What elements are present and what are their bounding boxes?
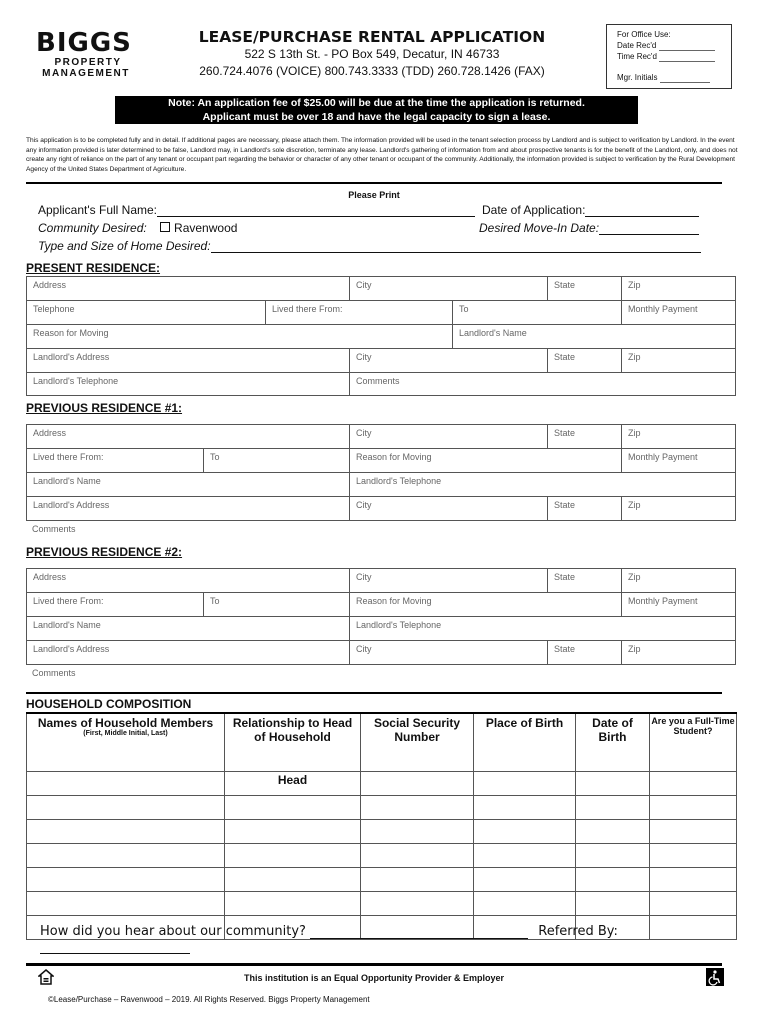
- prev1-monthly-payment[interactable]: Monthly Payment: [621, 449, 735, 472]
- present-landlord-name[interactable]: Landlord's Name: [452, 325, 735, 348]
- birthplace-cell[interactable]: [474, 843, 576, 867]
- prev2-landlord-address[interactable]: Landlord's Address: [33, 644, 110, 654]
- checkbox-icon[interactable]: [160, 222, 170, 232]
- member-name-cell[interactable]: [27, 867, 225, 891]
- fee-note-line1: Note: An application fee of $25.00 will be due at the time the application is returned.: [168, 97, 585, 109]
- logo-line1: PROPERTY: [54, 57, 122, 68]
- ssn-cell[interactable]: [361, 891, 474, 915]
- household-title: HOUSEHOLD COMPOSITION: [26, 697, 192, 711]
- prev2-state[interactable]: State: [547, 569, 621, 592]
- present-lived-from[interactable]: Lived there From:: [265, 301, 452, 324]
- birthplace-cell[interactable]: [474, 891, 576, 915]
- relationship-cell[interactable]: [225, 795, 361, 819]
- fee-note-line2: Applicant must be over 18 and have the legal capacity to sign a lease.: [202, 111, 551, 123]
- student-cell[interactable]: [650, 771, 737, 795]
- prev2-landlord-city[interactable]: City: [349, 641, 547, 664]
- present-zip[interactable]: Zip: [621, 277, 735, 300]
- accessibility-icon: [706, 968, 724, 986]
- prev2-row-3: [26, 616, 736, 640]
- dob-cell[interactable]: [576, 771, 650, 795]
- referred-by-label: Referred By:: [538, 924, 618, 939]
- present-landlord-zip[interactable]: Zip: [621, 349, 735, 372]
- ssn-cell[interactable]: [361, 867, 474, 891]
- date-received-label: Date Rec'd: [617, 41, 657, 50]
- prev1-to[interactable]: To: [203, 449, 349, 472]
- dob-cell[interactable]: [576, 891, 650, 915]
- ssn-cell[interactable]: [361, 819, 474, 843]
- prev1-zip[interactable]: Zip: [621, 425, 735, 448]
- birthplace-cell[interactable]: [474, 819, 576, 843]
- present-landlord-address[interactable]: Landlord's Address: [33, 352, 110, 362]
- prev1-row-4: [26, 496, 736, 520]
- member-name-cell[interactable]: [27, 795, 225, 819]
- prev2-row-5: [26, 664, 736, 688]
- prev1-city[interactable]: City: [349, 425, 547, 448]
- prev1-row-1: [26, 424, 736, 448]
- applicant-name-field[interactable]: [157, 204, 475, 217]
- prev2-address[interactable]: Address: [33, 572, 67, 582]
- member-name-cell[interactable]: [27, 891, 225, 915]
- household-row-3: [27, 819, 737, 843]
- prev2-row-1: [26, 568, 736, 592]
- home-type-field[interactable]: [211, 240, 701, 253]
- equal-opportunity-text: This institution is an Equal Opportunity Provider & Employer: [243, 973, 505, 983]
- household-row-2: [27, 795, 737, 819]
- prev2-to[interactable]: To: [203, 593, 349, 616]
- hear-about-field[interactable]: [310, 924, 528, 939]
- relationship-header: Relationship to Head of Household: [225, 713, 361, 771]
- present-row-4: [26, 348, 736, 372]
- prev1-state[interactable]: State: [547, 425, 621, 448]
- referred-by-field[interactable]: [40, 939, 190, 954]
- move-in-field[interactable]: [599, 222, 699, 235]
- members-header-label: Names of Household Members: [37, 716, 214, 730]
- form-title: LEASE/PURCHASE RENTAL APPLICATION: [198, 28, 546, 46]
- office-phones: 260.724.4076 (VOICE) 800.743.3333 (TDD) 260.728.1426 (FAX): [199, 64, 545, 78]
- household-row-6: [27, 891, 737, 915]
- logo-line2: MANAGEMENT: [42, 68, 130, 79]
- community-row: [38, 221, 237, 235]
- prev2-row-2: [26, 592, 736, 616]
- members-header-sub: (First, Middle Initial, Last): [83, 730, 168, 737]
- prev2-monthly-payment[interactable]: Monthly Payment: [621, 593, 735, 616]
- ssn-cell[interactable]: [361, 771, 474, 795]
- divider: [26, 182, 722, 184]
- prev1-landlord-name[interactable]: Landlord's Name: [33, 476, 101, 486]
- student-cell[interactable]: [650, 843, 737, 867]
- household-row-4: [27, 843, 737, 867]
- student-cell[interactable]: [650, 795, 737, 819]
- present-address[interactable]: Address: [33, 280, 67, 290]
- present-landlord-city[interactable]: City: [349, 349, 547, 372]
- relationship-cell[interactable]: Head: [225, 771, 361, 795]
- present-row-3: [26, 324, 736, 348]
- ravenwood-label: Ravenwood: [174, 221, 238, 235]
- household-header-row: [27, 713, 737, 771]
- birthplace-cell[interactable]: [474, 867, 576, 891]
- prev2-comments[interactable]: Comments: [32, 668, 76, 678]
- logo-name: BIGGS: [36, 28, 132, 58]
- relationship-cell[interactable]: [225, 819, 361, 843]
- prev2-city[interactable]: City: [349, 569, 547, 592]
- application-date-label: Date of Application:: [482, 203, 586, 217]
- prev2-row-4: [26, 640, 736, 664]
- prev2-landlord-state[interactable]: State: [547, 641, 621, 664]
- prev2-landlord-zip[interactable]: Zip: [621, 641, 735, 664]
- member-name-cell[interactable]: [27, 819, 225, 843]
- present-state[interactable]: State: [547, 277, 621, 300]
- manager-initials-label: Mgr. Initials: [617, 73, 658, 82]
- date-received-line[interactable]: [659, 42, 715, 51]
- community-label: Community Desired:: [38, 221, 147, 235]
- prev2-landlord-telephone[interactable]: Landlord's Telephone: [349, 617, 735, 640]
- prev1-address[interactable]: Address: [33, 428, 67, 438]
- dob-cell[interactable]: [576, 867, 650, 891]
- prev2-zip[interactable]: Zip: [621, 569, 735, 592]
- time-received-line[interactable]: [659, 53, 715, 62]
- member-name-cell[interactable]: [27, 843, 225, 867]
- dob-cell[interactable]: [576, 843, 650, 867]
- present-landlord-telephone[interactable]: Landlord's Telephone: [33, 376, 119, 386]
- applicant-name-row: [38, 203, 475, 217]
- present-reason[interactable]: Reason for Moving: [33, 328, 109, 338]
- office-use-box: [606, 24, 732, 89]
- present-telephone[interactable]: Telephone: [33, 304, 75, 314]
- dob-header: Date of Birth: [576, 713, 650, 771]
- hear-about-label: How did you hear about our community?: [40, 924, 306, 939]
- prev1-lived-from[interactable]: Lived there From:: [33, 452, 104, 462]
- ravenwood-option[interactable]: [160, 221, 237, 235]
- move-in-label: Desired Move-In Date:: [479, 221, 600, 235]
- prev2-landlord-name[interactable]: Landlord's Name: [33, 620, 101, 630]
- present-residence-title: PRESENT RESIDENCE:: [26, 261, 161, 275]
- hear-about-row: [40, 924, 770, 954]
- household-row-1: [27, 771, 737, 795]
- household-table: [26, 712, 737, 940]
- present-row-5: [26, 372, 736, 396]
- prev1-row-3: [26, 472, 736, 496]
- present-row-1: [26, 276, 736, 300]
- relationship-cell[interactable]: [225, 891, 361, 915]
- members-header: [27, 713, 225, 771]
- prev1-reason[interactable]: Reason for Moving: [349, 449, 621, 472]
- copyright-text: ©Lease/Purchase – Ravenwood – 2019. All Rights Reserved. Biggs Property Management: [48, 995, 370, 1004]
- household-divider: [26, 692, 722, 694]
- prev1-row-5: [26, 520, 736, 544]
- present-monthly-payment[interactable]: Monthly Payment: [621, 301, 735, 324]
- present-landlord-state[interactable]: State: [547, 349, 621, 372]
- please-print: Please Print: [348, 190, 400, 200]
- prev1-landlord-state[interactable]: State: [547, 497, 621, 520]
- home-type-row: [38, 239, 701, 253]
- birthplace-cell[interactable]: [474, 771, 576, 795]
- prev2-reason[interactable]: Reason for Moving: [349, 593, 621, 616]
- fee-note: [115, 96, 638, 124]
- member-name-cell[interactable]: [27, 771, 225, 795]
- previous-residence-2-title: PREVIOUS RESIDENCE #2:: [26, 545, 183, 559]
- prev1-landlord-address[interactable]: Landlord's Address: [33, 500, 110, 510]
- prev1-landlord-telephone[interactable]: Landlord's Telephone: [349, 473, 735, 496]
- prev1-row-2: [26, 448, 736, 472]
- relationship-cell[interactable]: [225, 867, 361, 891]
- application-date-field[interactable]: [585, 204, 699, 217]
- prev1-landlord-city[interactable]: City: [349, 497, 547, 520]
- prev1-landlord-zip[interactable]: Zip: [621, 497, 735, 520]
- ssn-cell[interactable]: [361, 795, 474, 819]
- dob-cell[interactable]: [576, 819, 650, 843]
- present-to[interactable]: To: [452, 301, 621, 324]
- ssn-cell[interactable]: [361, 843, 474, 867]
- student-cell[interactable]: [650, 819, 737, 843]
- disclaimer-text: This application is to be completed fully and in detail. If additional pages are necessary, please attach them. The information provided will be used in the tenant selection process by Landlord and is subject to verification by Landlord. In the event any information provided is later determined to be false, Landlord may, in Landlord's sole discretion, terminate any lease. Landlord's gathering of information from and about prospective tenants is for the benefit of the Landlord, only, and does not create any right of reliance on the part of any tenant or occupant part regarding the behavior or character of any other tenant or occupant of the community. Additionally, the information provided is subject to verification by the Rural Development Agency of the United States Department of Agriculture.: [26, 137, 738, 173]
- present-city[interactable]: City: [349, 277, 547, 300]
- present-row-2: [26, 300, 736, 324]
- move-in-row: [479, 221, 699, 235]
- manager-initials-line[interactable]: [660, 74, 710, 83]
- prev1-comments[interactable]: Comments: [32, 524, 76, 534]
- prev2-lived-from[interactable]: Lived there From:: [33, 596, 104, 606]
- dob-cell[interactable]: [576, 795, 650, 819]
- student-header: Are you a Full-Time Student?: [650, 713, 737, 771]
- birthplace-header: Place of Birth: [474, 713, 576, 771]
- relationship-cell[interactable]: [225, 843, 361, 867]
- ssn-header: Social Security Number: [361, 713, 474, 771]
- footer-divider: [26, 963, 722, 966]
- student-cell[interactable]: [650, 867, 737, 891]
- birthplace-cell[interactable]: [474, 795, 576, 819]
- time-received-label: Time Rec'd: [617, 52, 657, 61]
- household-row-5: [27, 867, 737, 891]
- office-address: 522 S 13th St. - PO Box 549, Decatur, IN 46733: [244, 47, 500, 61]
- home-type-label: Type and Size of Home Desired:: [38, 239, 211, 253]
- previous-residence-1-title: PREVIOUS RESIDENCE #1:: [26, 401, 183, 415]
- office-use-heading: For Office Use:: [617, 30, 671, 39]
- present-comments[interactable]: Comments: [349, 373, 735, 396]
- applicant-name-label: Applicant's Full Name:: [38, 203, 158, 217]
- student-cell[interactable]: [650, 891, 737, 915]
- application-date-row: [482, 203, 699, 217]
